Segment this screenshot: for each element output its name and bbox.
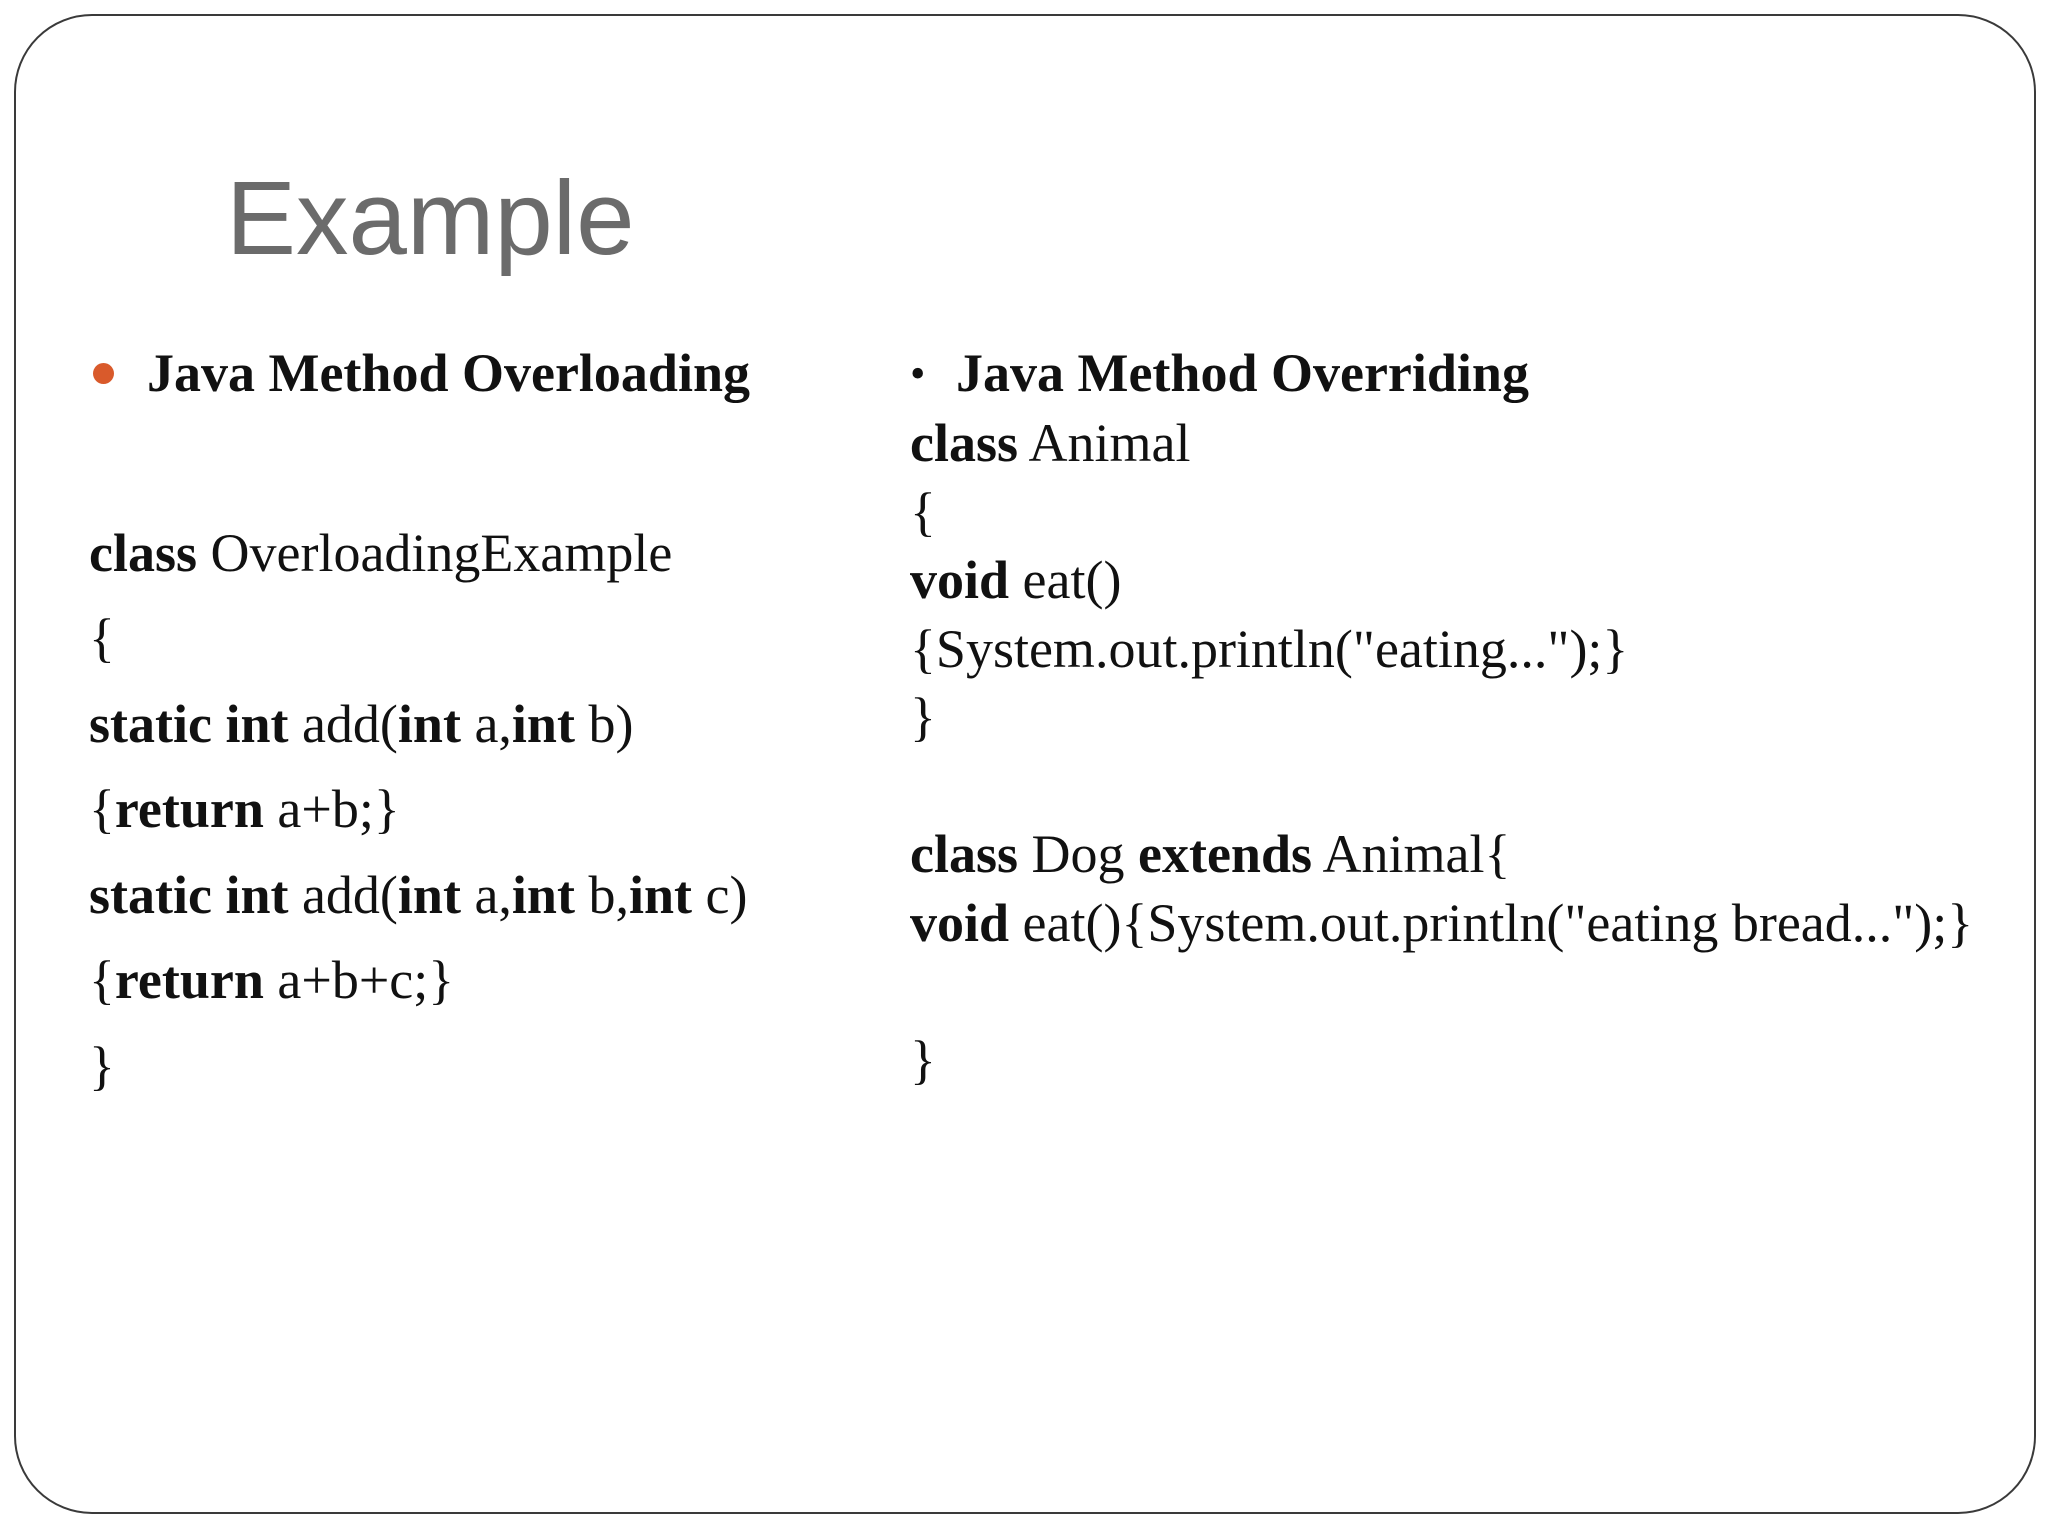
- overloading-column: [89, 332, 750, 1096]
- code-text: {System.out.println("eating...");}: [910, 618, 1629, 679]
- code-line: [910, 478, 1973, 547]
- overriding-code-block: [910, 409, 1973, 1094]
- code-text: add(: [288, 864, 398, 925]
- code-keyword: return: [114, 950, 264, 1011]
- code-text: Animal: [1018, 413, 1191, 474]
- code-text: c): [691, 864, 748, 925]
- code-text: eat(){System.out.println("eating bread...");}: [1009, 892, 1974, 953]
- code-keyword: void: [910, 892, 1010, 953]
- code-line: [89, 767, 747, 853]
- code-line: [910, 615, 1973, 684]
- code-keyword: class: [89, 522, 197, 583]
- code-line: [910, 889, 1973, 958]
- code-text: Dog: [1018, 824, 1138, 885]
- bullet-marker: •: [910, 348, 926, 398]
- code-keyword: int: [397, 693, 461, 754]
- code-text: }: [89, 1035, 115, 1096]
- overloading-heading: Java Method Overloading: [147, 343, 750, 403]
- code-line: [910, 820, 1973, 889]
- overloading-heading-row: [89, 332, 750, 414]
- code-keyword: int: [511, 864, 575, 925]
- code-text: add(: [288, 693, 398, 754]
- overriding-column: [910, 332, 1974, 1090]
- code-line: [910, 957, 1973, 1026]
- code-line: [910, 683, 1973, 752]
- code-keyword: void: [910, 550, 1010, 611]
- code-text: b,: [574, 864, 629, 925]
- code-line: [89, 681, 747, 767]
- bullet-dot-icon: [93, 363, 114, 384]
- code-keyword: static int: [89, 693, 289, 754]
- code-line: [89, 510, 747, 596]
- overloading-code-block: [89, 510, 747, 1109]
- code-keyword: extends: [1138, 824, 1312, 885]
- code-text: a+b;}: [263, 779, 400, 840]
- code-text: a,: [460, 864, 512, 925]
- code-text: b): [574, 693, 634, 754]
- overriding-heading-row: [910, 332, 1529, 414]
- code-text: a,: [460, 693, 512, 754]
- code-line: [89, 1023, 747, 1109]
- code-line: [89, 596, 747, 682]
- slide-title: Example: [226, 160, 635, 277]
- code-text: }: [910, 1029, 936, 1090]
- code-text: a+b+c;}: [263, 950, 455, 1011]
- overriding-heading: Java Method Overriding: [956, 343, 1529, 403]
- code-line: [910, 1026, 1973, 1095]
- code-line: [910, 546, 1973, 615]
- code-keyword: return: [114, 779, 264, 840]
- code-text: {: [89, 779, 115, 840]
- code-keyword: int: [628, 864, 692, 925]
- code-line: [910, 409, 1973, 478]
- code-text: {: [89, 608, 115, 669]
- code-text: {: [910, 481, 936, 542]
- code-text: eat(): [1009, 550, 1122, 611]
- code-line: [910, 752, 1973, 821]
- code-keyword: int: [511, 693, 575, 754]
- code-keyword: class: [910, 824, 1018, 885]
- code-text: }: [910, 687, 936, 748]
- code-line: [89, 852, 747, 938]
- code-keyword: class: [910, 413, 1018, 474]
- code-text: OverloadingExample: [197, 522, 673, 583]
- code-keyword: int: [397, 864, 461, 925]
- code-text: {: [89, 950, 115, 1011]
- code-line: [89, 938, 747, 1024]
- code-text: Animal{: [1312, 824, 1511, 885]
- code-keyword: static int: [89, 864, 289, 925]
